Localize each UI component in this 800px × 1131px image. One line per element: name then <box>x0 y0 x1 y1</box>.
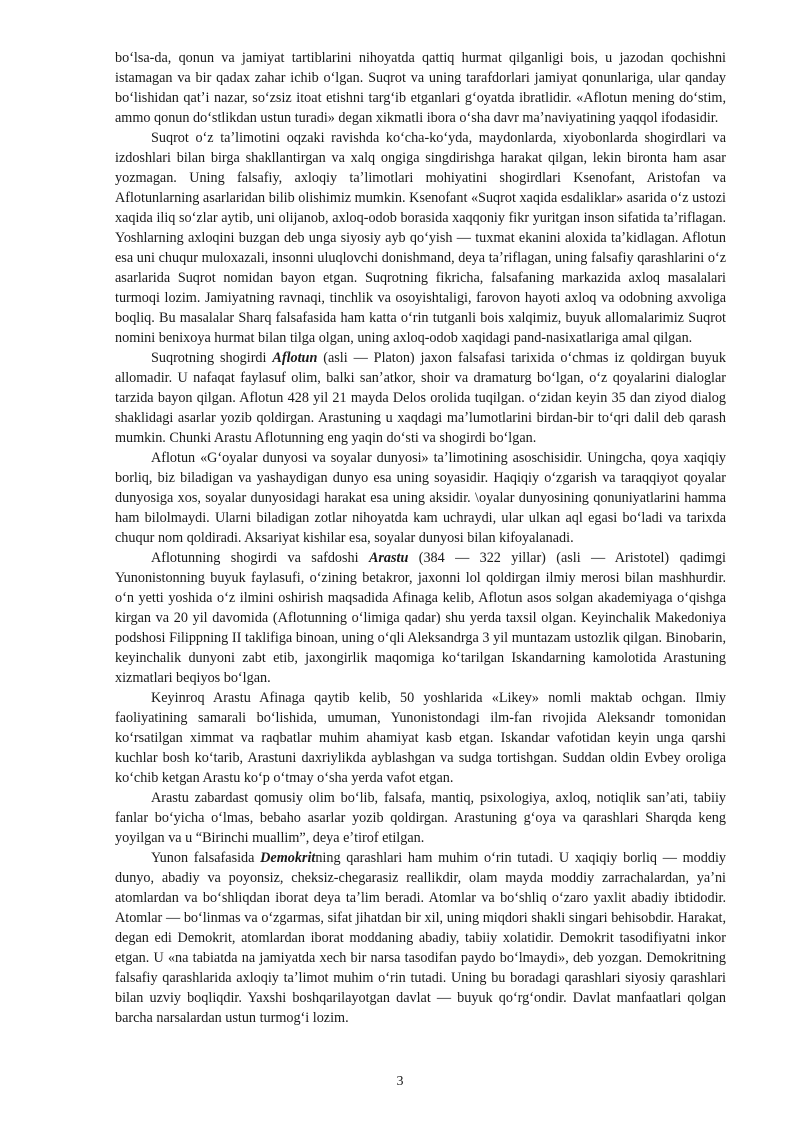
document-page <box>115 48 726 1028</box>
name-demokrit: Demokrit <box>260 850 316 866</box>
paragraph-4: Aflotun «Gʻoyalar dunyosi va soyalar dunyosi» taʼlimotining asoschisidir. Uningcha, qoya xaqiqiy borliq, biz biladigan va yashaydigan dunyo esa uning soyasidir. Haqiqiy oʻzgarish va taraqqiyot qoyalar dunyosiga xos, soyalar dunyosidagi harakat esa uning aksidir. \oyalar dunyosining qonuniyatlarini hamma ham bilolmaydi. Ularni biladigan zotlar nihoyatda kam uchraydi, ular ulkan aql egasi boʻladi va tarixda chuqur nom qoldiradi. Aksariyat kishilar esa, soyalar dunyosi bilan kifoyalanadi. <box>115 450 726 546</box>
paragraph-8-lead: Yunon falsafasida <box>151 850 261 866</box>
paragraph-2: Suqrot oʻz taʼlimotini oqzaki ravishda koʻcha-koʻyda, maydonlarda, xiyobonlarda shogirdlari va izdoshlari bilan birga shakllantirgan va xalq ongiga singdirishga harakat qilgan, lekin bironta ham asar yozmagan. Uning falsafiy, axloqiy taʼlimotlari mohiyatini shogirdlari Ksenofant, Aristofan va Aflotunlarning asarlaridan bilib olishimiz mumkin. Ksenofant «Suqrot xaqida esdaliklar» asarida oʻz ustozi xaqida iliq soʻzlar aytib, uni olijanob, axloq-odob borasida xaqqoniy fikr yuritgan inson sifatida taʼriflagan. Yoshlarning axloqini buzgan deb unga siyosiy ayb qoʻyish — tuxmat ekanini aloxida taʼkidlagan. Aflotun esa uni chuqur muloxazali, insonni uluqlovchi donishmand, deya taʼriflagan, uning falsafiy qarashlarini oʻz asarlarida Suqrot nomidan bayon etgan. Suqrotning fikricha, falsafaning markazida axloq masalalari turmoqi lozim. Jamiyatning ravnaqi, tinchlik va osoyishtaligi, farovon hayoti axloq va odobning axvoliga boqliq. Bu masalalar Sharq falsafasida ham katta oʻrin tutganli bois xalqimiz, buyuk allomalarimiz Suqrot nomini benixoya hurmat bilan tilga olgan, uning axloq-odob xaqidagi pand-nasixatlariga amal qilgan. <box>115 130 726 346</box>
paragraph-8 <box>115 848 726 1028</box>
paragraph-5-body: (384 — 322 yillar) (asli — Aristotel) qadimgi Yunonistonning buyuk faylasufi, oʻzining betakror, jaxonni lol qoldirgan ilmiy merosi bilan mashhurdir. oʻn yetti yoshida oʻz ilmini oshirish maqsadida Afinaga kelib, Aflotun asos solgan akademiyaga oʻqishga kirgan va 20 yil davomida (Aflotunning oʻlimiga qadar) shu yerda taxsil olgan. Keyinchalik Makedoniya podshosi Filippning II taklifiga binoan, uning oʻqli Aleksandrga 3 yil muntazam ustozlik qilgan. Binobarin, keyinchalik dunyoni zabt etib, jaxongirlik maqomiga koʻtarilgan Iskandarning kamolotida Arastuning xizmatlari beqiyos boʻlgan. <box>115 550 726 686</box>
name-aflotun: Aflotun <box>272 350 318 366</box>
paragraph-5-lead: Aflotunning shogirdi va safdoshi <box>151 550 369 566</box>
name-arastu: Arastu <box>368 550 409 566</box>
paragraph-1: boʻlsa-da, qonun va jamiyat tartiblarini nihoyatda qattiq hurmat qilganligi bois, u jazodan qochishni istamagan va bir qadax zahar ichib oʻlgan. Suqrot va uning tarafdorlari jamiyat qonunlariga, ular qanday boʻlishidan qatʼi nazar, soʻzsiz itoat etishni targʻib etganlari gʻoyatda ibratlidir. «Aflotun mening doʻstim, ammo qonun doʻstlikdan ustun turadi» degan xikmatli ibora oʻsha davr maʼnaviyatining yaqqol ifodasidir. <box>115 50 726 126</box>
paragraph-3-body: (asli — Platon) jaxon falsafasi tarixida oʻchmas iz qoldirgan buyuk allomadir. U nafaqat faylasuf olim, balki sanʼatkor, shoir va dramaturg boʻlgan, oʻz qoyalarini dialoglar tarzida bayon qilgan. Aflotun 428 yil 21 mayda Delos orolida tuqilgan. oʻzidan keyin 35 dan ziyod dialog shaklidagi asarlar yozib qoldirgan. Arastuning u xaqdagi maʼlumotlarini birdan-bir toʻqri dalil deb qarash mumkin. Chunki Arastu Aflotunning eng yaqin doʻsti va shogirdi boʻlgan. <box>115 350 726 446</box>
paragraph-3 <box>115 348 726 448</box>
paragraph-3-lead: Suqrotning shogirdi <box>151 350 273 366</box>
paragraph-8-body: ning qarashlari ham muhim oʻrin tutadi. U xaqiqiy borliq — moddiy dunyo, abadiy va poyonsiz, cheksiz-chegarasiz reallikdir, olam mayda moddiy zarrachalardan, yaʼni atomlardan va boʻshliqdan iborat deya taʼlim beradi. Atomlar va boʻshliq oʻzaro yaxlit abadiy ibtidodir. Atomlar — boʻlinmas va oʻzgarmas, sifat jihatdan bir xil, uning miqdori shakli singari behisobdir. Harakat, degan edi Demokrit, atomlardan iborat moddaning abadiy, tabiiy xolatidir. Demokrit tasodifiyatni inkor etgan. U «na tabiatda na jamiyatda xech bir narsa tasodifan paydo boʻlmaydi», deb yozgan. Demokritning falsafiy qarashlarida axloqiy taʼlimot muhim oʻrin tutadi. Uning bu boradagi qarashlari siyosiy qarashlari bilan uzviy boqliqdir. Yaxshi boshqarilayotgan davlat — buyuk qoʻrgʻondir. Davlat manfaatlari qolgan barcha narsalardan ustun turmogʻi lozim. <box>115 850 726 1026</box>
paragraph-7: Arastu zabardast qomusiy olim boʻlib, falsafa, mantiq, psixologiya, axloq, notiqlik sanʼati, tabiiy fanlar boʻyicha oʻlmas, bebaho asarlar yozib qoldirgan. Arastuning gʻoya va qarashlari Sharqda keng yoyilgan va u “Birinchi muallim”, deya eʼtirof etilgan. <box>115 790 726 846</box>
paragraph-6: Keyinroq Arastu Afinaga qaytib kelib, 50 yoshlarida «Likey» nomli maktab ochgan. Ilmiy faoliyatining samarali boʻlishida, umuman, Yunonistondagi ilm-fan rivojida Aleksandr tomonidan koʻrsatilgan ximmat va raqbatlar muhim ahamiyat kasb etgan. Iskandar vafotidan keyin unga qarshi kuchlar bosh koʻtarib, Arastuni daxriylikda ayblashgan va sudga tortishgan. Suddan oldin Evbey oroliga koʻchib ketgan Arastu koʻp oʻtmay oʻsha yerda vafot etgan. <box>115 690 726 786</box>
page-number: 3 <box>396 1074 404 1089</box>
paragraph-5 <box>115 548 726 688</box>
